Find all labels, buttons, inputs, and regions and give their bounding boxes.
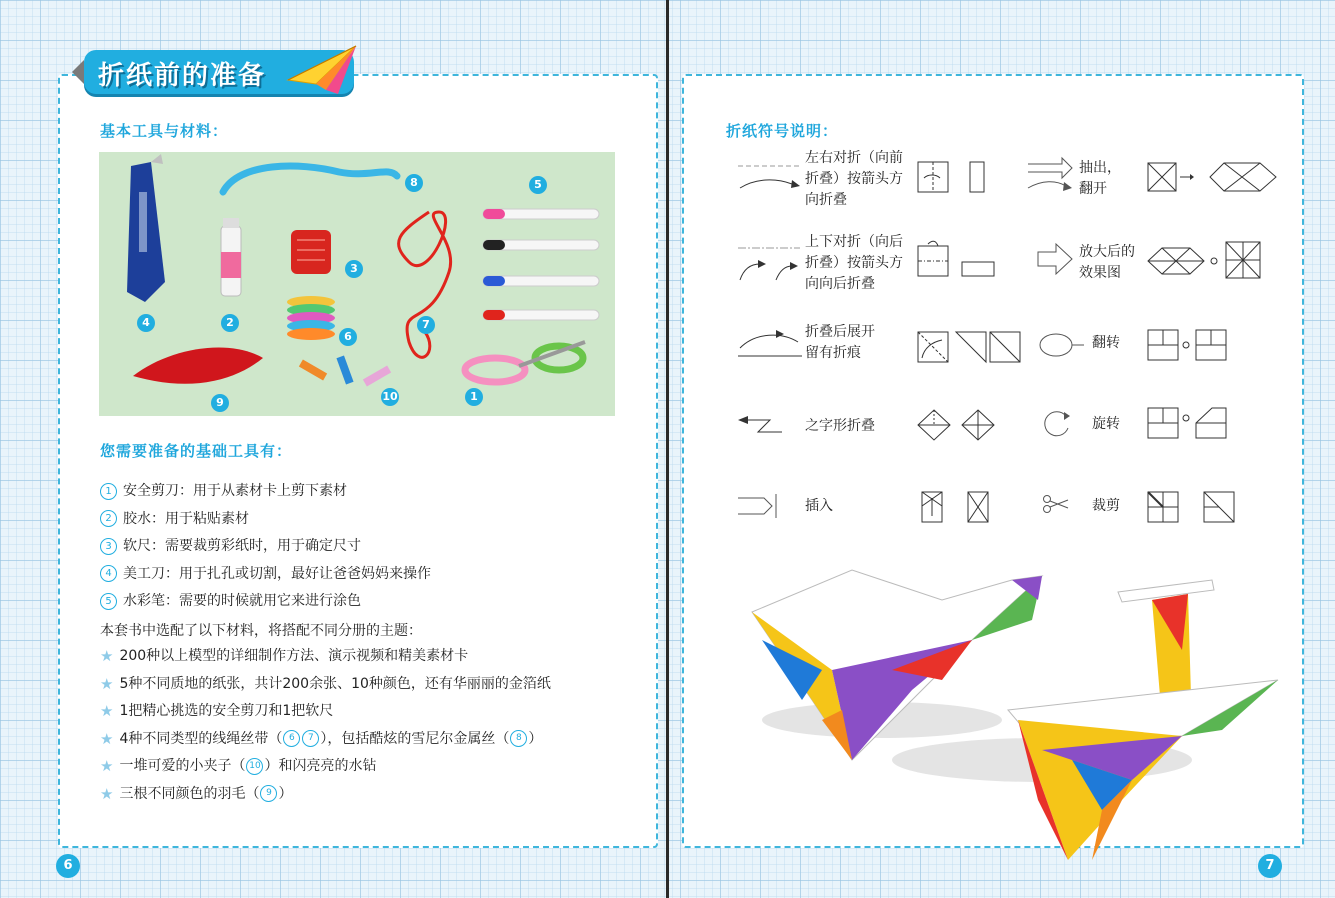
label-line: 留有折痕 [805,345,861,361]
pull-out-diagram-icon [1146,160,1284,194]
cut-diagram-icon [1144,484,1240,524]
item-text: ） [278,785,293,802]
list-item [100,700,551,728]
num-circle: 10 [246,758,263,775]
num-circle: 9 [260,785,277,802]
list-item [100,563,640,591]
photo-badge-8: 8 [405,174,423,192]
label-line: 向向后折叠 [805,276,875,292]
photo-badge-3: 3 [345,260,363,278]
item-text: 200种以上模型的详细制作方法、演示视频和精美素材卡 [119,648,469,664]
list-item [100,590,640,618]
star-icon: ★ [100,674,114,693]
list-item [100,728,551,756]
list-item [100,645,551,673]
photo-badge-2: 2 [221,314,239,332]
feather-icon [133,348,263,384]
photo-badge-10: 10 [381,388,399,406]
num-circle: 1 [100,483,117,500]
included-materials-list [100,645,551,811]
insert-diagram-icon [920,490,996,524]
rotate-diagram-icon [1146,406,1230,440]
fold-unfold-arrow-icon [736,326,806,360]
tool-text: 安全剪刀：用于从素材卡上剪下素材 [123,483,347,499]
symbol-label-valley-fold [805,148,903,211]
label-line: 上下对折（向后 [805,234,903,250]
page-number: 7 [1258,854,1282,878]
tool-list [100,480,640,618]
mountain-fold-line-icon [736,240,802,284]
star-icon: ★ [100,757,114,776]
photo-badge-6: 6 [339,328,357,346]
utility-knife-icon [127,154,165,302]
symbol-label-zigzag: 之字形折叠 [805,418,875,434]
num-circle: 2 [100,510,117,527]
rotate-arrow-icon [1038,408,1074,438]
label-line: 翻开 [1079,181,1107,197]
paper-airplane-models-illustration [742,560,1302,890]
num-circle: 8 [510,730,527,747]
list-item [100,783,551,811]
tools-heading: 基本工具与材料： [100,122,229,140]
list-item [100,535,640,563]
mountain-fold-diagram-icon [916,238,996,278]
title-tab-marker [72,60,84,84]
symbols-heading: 折纸符号说明： [726,122,839,140]
fold-unfold-diagram-icon [916,330,1022,364]
list-item [100,508,640,536]
enlarge-arrow-icon [1036,242,1076,276]
label-line: 抽出， [1079,160,1121,176]
pipe-cleaner-icon [223,166,397,192]
symbol-label-enlarged [1079,242,1135,284]
label-line: 折叠）按箭头方 [805,255,903,271]
symbol-label-insert: 插入 [805,498,833,514]
valley-fold-diagram-icon [916,160,992,194]
star-icon: ★ [100,784,114,803]
star-icon: ★ [100,647,114,665]
page-number: 6 [56,854,80,878]
item-text: ），包括酷炫的雪尼尔金属丝（ [320,730,510,747]
photo-badge-7: 7 [417,316,435,334]
glue-stick-icon [221,218,241,296]
symbol-label-mountain-fold [805,232,903,295]
photo-badge-9: 9 [211,394,229,412]
photo-badge-5: 5 [529,176,547,194]
tool-text: 胶水：用于粘贴素材 [123,510,249,527]
item-text: 三根不同颜色的羽毛（ [119,785,260,802]
label-line: 折叠）按箭头方 [805,171,903,187]
list-item [100,673,551,701]
symbol-label-fold-unfold [805,322,875,364]
item-text: 5种不同质地的纸张，共计200余张、10种颜色，还有华丽丽的金箔纸 [119,675,551,692]
right-page [670,0,1335,898]
tool-text: 软尺：需要裁剪彩纸时，用于确定尺寸 [123,538,361,555]
insert-arrow-icon [736,490,780,520]
item-text: 4种不同类型的线绳丝带（ [119,730,283,747]
valley-fold-line-icon [736,160,802,196]
num-circle: 3 [100,538,117,555]
item-text: ） [528,730,543,747]
item-text: 1把精心挑选的安全剪刀和1把软尺 [119,703,334,720]
num-circle: 7 [302,730,319,747]
label-line: 放大后的 [1079,244,1135,260]
tape-measure-icon [291,230,331,274]
photo-badge-1: 1 [465,388,483,406]
page-title: 折纸前的准备 [98,61,267,91]
num-circle: 6 [283,730,300,747]
zigzag-diagram-icon [916,408,996,442]
item-text: 一堆可爱的小夹子（ [119,758,246,775]
zigzag-fold-icon [736,412,786,436]
pull-out-arrow-icon [1026,156,1074,196]
flip-arrow-icon [1036,330,1086,360]
star-icon: ★ [100,702,114,721]
symbol-label-rotate: 旋转 [1092,416,1120,432]
clips-icon [299,355,391,386]
star-icon: ★ [100,729,114,748]
materials-photo [99,152,615,416]
label-line: 向折叠 [805,192,847,208]
book-spine [666,0,669,898]
basic-tools-heading: 您需要准备的基础工具有： [100,442,293,460]
label-line: 效果图 [1079,265,1121,281]
symbol-label-pull-out [1079,158,1121,200]
scissors-icon [465,342,585,382]
symbol-label-flip: 翻转 [1092,335,1120,351]
flip-diagram-icon [1146,328,1230,362]
paper-plane-icon [286,40,358,96]
materials-intro: 本套书中选配了以下材料，将搭配不同分册的主题： [100,623,422,639]
num-circle: 5 [100,593,117,610]
label-line: 左右对折（向前 [805,150,903,166]
tool-text: 美工刀：用于扎孔或切割，最好让爸爸妈妈来操作 [123,565,431,582]
list-item [100,755,551,783]
item-text: ）和闪亮亮的水钻 [264,758,377,775]
photo-badge-4: 4 [137,314,155,332]
symbol-label-cut: 裁剪 [1092,498,1120,514]
tool-text: 水彩笔：需要的时候就用它来进行涂色 [123,593,361,610]
list-item [100,480,640,508]
thread-spool-icon [287,296,335,340]
label-line: 折叠后展开 [805,324,875,340]
num-circle: 4 [100,565,117,582]
markers-icon [483,209,599,320]
ribbon-icon [399,212,451,357]
scissors-cut-icon [1042,494,1070,514]
enlarged-view-diagram-icon [1146,240,1266,280]
